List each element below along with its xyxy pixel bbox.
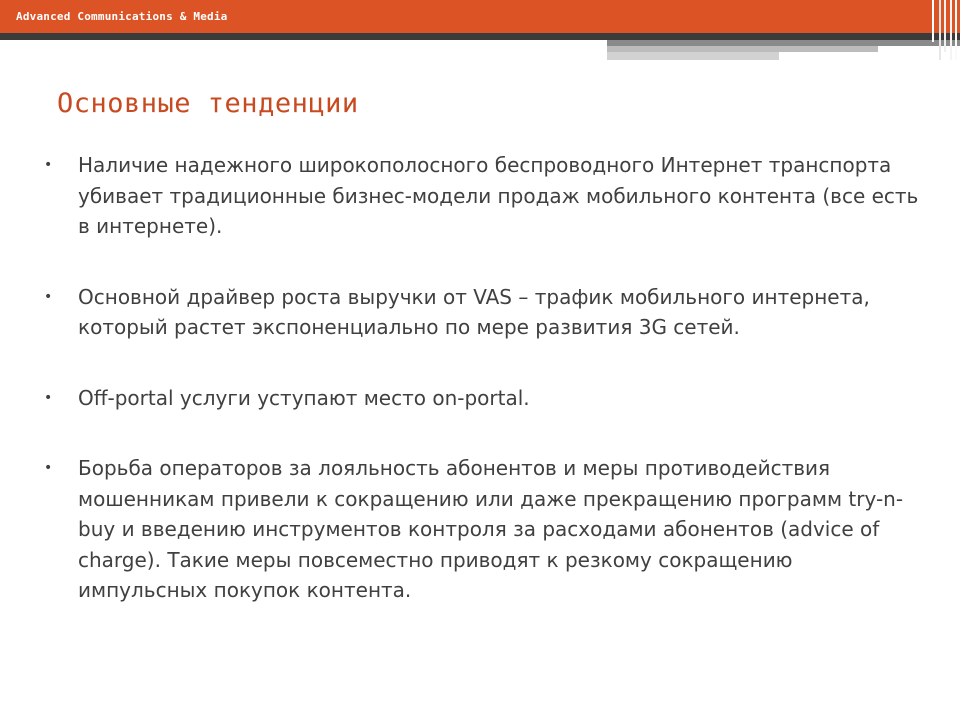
- decorative-grey-bar: [607, 52, 779, 60]
- bullet-dot-icon: •: [44, 460, 53, 476]
- bullet-item: [44, 150, 924, 242]
- bullet-text: Off-portal услуги уступают место on-portal.: [78, 385, 530, 410]
- header-dark-band: [0, 33, 960, 40]
- bullet-dot-icon: •: [44, 288, 53, 305]
- header-bar: [0, 0, 960, 33]
- bullet-text: Борьба операторов за лояльность абонентов и меры противодействия мошенникам привели к сокращению или даже прекращению программ try-n-buy и введению инструментов контроля за расходами абонентов (advice of charge). Такие меры повсеместно приводят к резкому сокращению импульсных покупок контента.: [78, 456, 904, 602]
- bullet-item: [44, 383, 924, 414]
- decorative-stripes: [930, 0, 960, 60]
- bullet-item: [44, 453, 924, 606]
- bullet-text: Основной драйвер роста выручки от VAS – трафик мобильного интернета, который растет экспоненциально по мере развития 3G сетей.: [78, 284, 870, 339]
- slide-title: Основные тенденции: [57, 88, 359, 119]
- bullet-dot-icon: •: [44, 389, 53, 406]
- bullet-dot-icon: •: [44, 157, 53, 173]
- bullet-list: [44, 150, 924, 606]
- bullet-item: [44, 282, 924, 343]
- header-text: Advanced Communications & Media: [16, 10, 228, 23]
- bullet-text: Наличие надежного широкополосного беспроводного Интернет транспорта убивает традиционные бизнес-модели продаж мобильного контента (все есть в интернете).: [78, 153, 919, 238]
